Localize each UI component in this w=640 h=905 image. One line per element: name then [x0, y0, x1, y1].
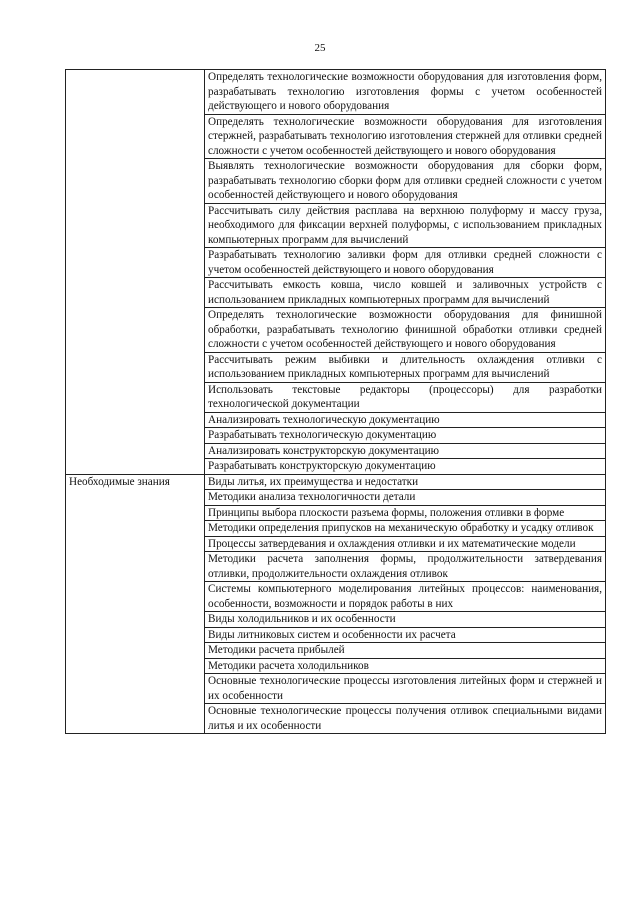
knowledge-item: Методики расчета холодильников [205, 658, 606, 674]
table-row [66, 70, 606, 115]
skill-item: Определять технологические возможности оборудования для финишной обработки, разрабатывать технологию финишной обработки отливки средней сложности с учетом особенностей действующего и нового оборудования [205, 308, 606, 353]
skill-item: Рассчитывать режим выбивки и длительность охлаждения отливки с использованием прикладных компьютерных программ для вычислений [205, 352, 606, 382]
skill-item: Определять технологические возможности оборудования для изготовления стержней, разрабатывать технологию изготовления стержней для отливки средней сложности с учетом особенностей действующего и нового оборудования [205, 114, 606, 159]
skill-item: Рассчитывать силу действия расплава на верхнюю полуформу и массу груза, необходимого для фиксации верхней полуформы, с использованием прикладных компьютерных программ для вычислений [205, 203, 606, 248]
competency-table [65, 69, 606, 734]
table-row [66, 474, 606, 490]
skill-item: Использовать текстовые редакторы (процессоры) для разработки технологической документации [205, 382, 606, 412]
skill-item: Анализировать технологическую документацию [205, 412, 606, 428]
knowledge-item: Виды литниковых систем и особенности их расчета [205, 627, 606, 643]
knowledge-label: Необходимые знания [66, 474, 205, 734]
skill-item: Рассчитывать емкость ковша, число ковшей и заливочных устройств с использованием прикладных компьютерных программ для вычислений [205, 278, 606, 308]
skill-item: Анализировать конструкторскую документацию [205, 443, 606, 459]
knowledge-item: Принципы выбора плоскости разъема формы, положения отливки в форме [205, 505, 606, 521]
knowledge-item: Виды литья, их преимущества и недостатки [205, 474, 606, 490]
knowledge-item: Методики расчета прибылей [205, 643, 606, 659]
skill-item: Определять технологические возможности оборудования для изготовления форм, разрабатывать технологию изготовления формы с учетом особенностей действующего и нового оборудования [205, 70, 606, 115]
knowledge-item: Процессы затвердевания и охлаждения отливки и их математические модели [205, 536, 606, 552]
skill-item: Разрабатывать технологическую документацию [205, 428, 606, 444]
skill-item: Разрабатывать технологию заливки форм для отливки средней сложности с учетом особенностей действующего и нового оборудования [205, 248, 606, 278]
knowledge-item: Системы компьютерного моделирования литейных процессов: наименования, особенности, возможности и порядок работы в них [205, 582, 606, 612]
skill-item: Выявлять технологические возможности оборудования для сборки форм, разрабатывать технологию сборки форм для отливки средней сложности с учетом особенностей действующего и нового оборудования [205, 159, 606, 204]
skills-label-cell [66, 70, 205, 475]
knowledge-item: Методики анализа технологичности детали [205, 490, 606, 506]
knowledge-item: Основные технологические процессы изготовления литейных форм и стержней и их особенности [205, 674, 606, 704]
knowledge-item: Методики определения припусков на механическую обработку и усадку отливок [205, 521, 606, 537]
knowledge-item: Виды холодильников и их особенности [205, 612, 606, 628]
knowledge-item: Методики расчета заполнения формы, продолжительности затвердевания отливки, продолжительности охлаждения отливок [205, 552, 606, 582]
knowledge-item: Основные технологические процессы получения отливок специальными видами литья и их особенности [205, 704, 606, 734]
page-number: 25 [314, 42, 326, 54]
skill-item: Разрабатывать конструкторскую документацию [205, 459, 606, 475]
